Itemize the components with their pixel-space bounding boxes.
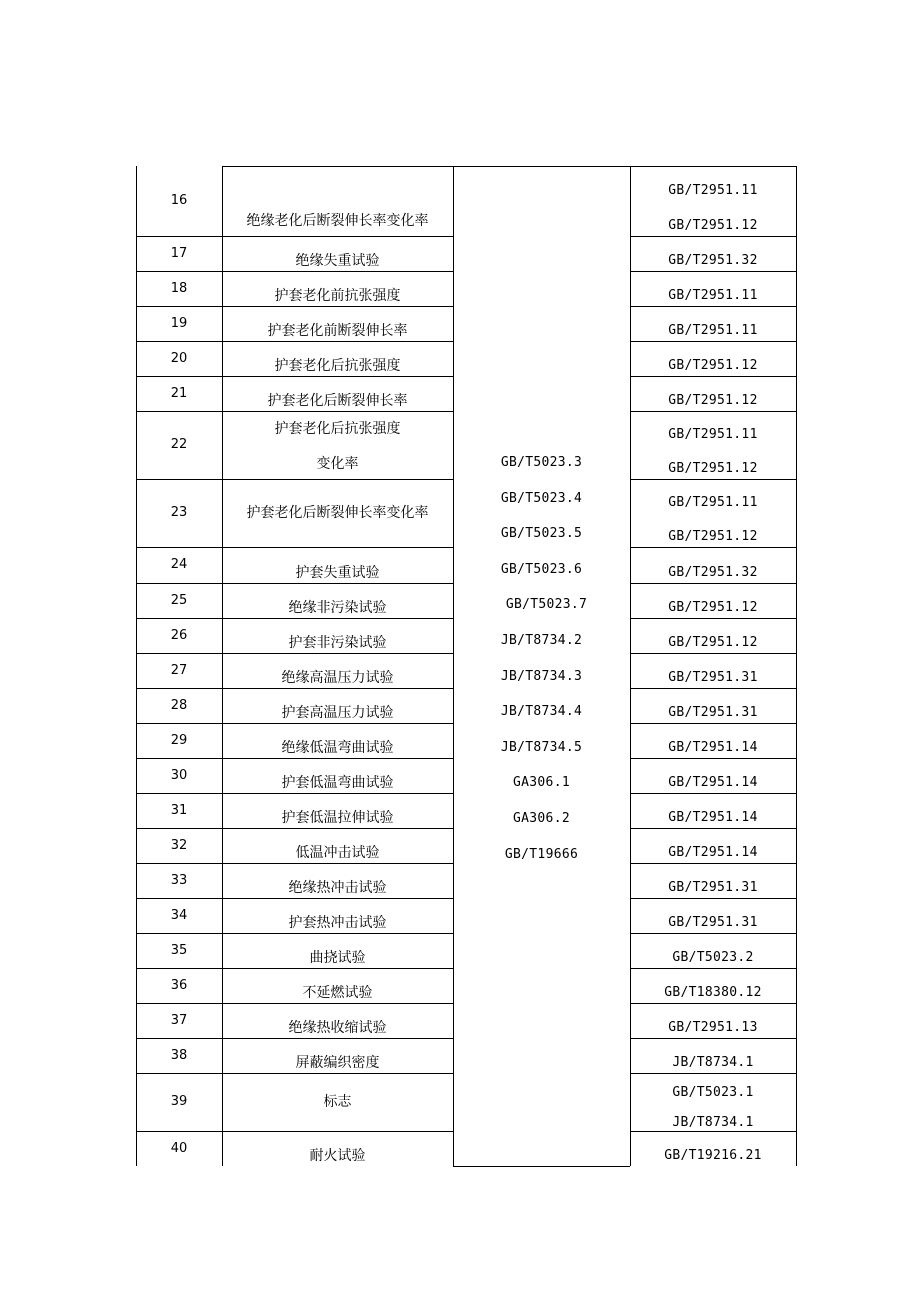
table-row-rule: [630, 1038, 796, 1039]
test-method-standard: GB/T2951.31: [668, 705, 758, 721]
table-row-rule: [136, 618, 222, 619]
table-row-rule: [630, 898, 796, 899]
test-method-standard: GB/T2951.11: [668, 426, 758, 442]
product-standard: JB/T8734.4: [500, 704, 583, 720]
table-row-rule: [136, 723, 222, 724]
row-number: 33: [170, 872, 188, 888]
row-number: 17: [170, 245, 188, 261]
test-method-standard: GB/T2951.11: [668, 182, 758, 198]
row-number: 30: [170, 767, 188, 783]
test-method-standard: GB/T2951.11: [668, 494, 758, 510]
table-row-rule: [222, 688, 453, 689]
table-row-rule: [136, 236, 222, 237]
row-number: 26: [170, 627, 188, 643]
product-standard: GB/T5023.7: [505, 597, 588, 613]
row-number: 18: [170, 280, 188, 296]
test-method-standard: GB/T2951.31: [668, 880, 758, 896]
test-method-standard: JB/T8734.1: [672, 1114, 754, 1130]
test-method-standard: GB/T2951.12: [668, 635, 758, 651]
test-item-name: 护套老化后断裂伸长率: [267, 393, 408, 410]
test-method-standard: GB/T2951.11: [668, 323, 758, 339]
test-method-standard: GB/T18380.12: [664, 985, 762, 1001]
table-row-rule: [222, 271, 453, 272]
table-row-rule: [136, 933, 222, 934]
test-item-name: 护套老化前抗张强度: [274, 288, 401, 305]
table-row-rule: [630, 411, 796, 412]
test-method-standard: GB/T2951.32: [668, 253, 758, 269]
test-method-standard: GB/T2951.31: [668, 670, 758, 686]
test-item-name: 变化率: [316, 456, 359, 473]
table-row-rule: [136, 863, 222, 864]
table-row-rule: [222, 618, 453, 619]
row-number: 40: [170, 1140, 188, 1156]
row-number: 39: [170, 1094, 188, 1109]
table-row-rule: [222, 898, 453, 899]
test-method-standard: GB/T2951.12: [668, 529, 758, 545]
table-row-rule: [222, 547, 453, 548]
table-row-rule: [222, 236, 453, 237]
test-item-name: 绝缘非污染试验: [288, 600, 387, 617]
table-bottom-rule: [453, 1166, 630, 1167]
test-standards-table: [136, 166, 796, 1166]
test-method-standard: GB/T2951.13: [668, 1020, 758, 1036]
test-method-standard: GB/T2951.14: [668, 845, 758, 861]
test-item-name: 绝缘低温弯曲试验: [281, 740, 394, 757]
test-method-standard: GB/T5023.1: [672, 1085, 754, 1101]
table-row-rule: [630, 271, 796, 272]
table-row-rule: [630, 341, 796, 342]
table-row-rule: [630, 688, 796, 689]
table-vertical-rule: [630, 166, 631, 1166]
product-standard: GB/T19666: [504, 846, 579, 862]
row-number: 35: [170, 942, 188, 958]
table-vertical-rule: [222, 166, 223, 1166]
test-item-name: 绝缘热收缩试验: [288, 1020, 387, 1037]
row-number: 23: [170, 505, 188, 520]
product-standard: GB/T5023.6: [500, 561, 583, 577]
product-standard: JB/T8734.5: [500, 739, 583, 755]
row-number: 25: [170, 592, 188, 608]
table-row-rule: [630, 1131, 796, 1132]
row-number: 20: [170, 350, 188, 366]
table-row-rule: [630, 793, 796, 794]
test-method-standard: GB/T2951.12: [668, 393, 758, 409]
table-top-rule: [222, 166, 796, 167]
test-method-standard: GB/T2951.12: [668, 461, 758, 477]
product-standard: JB/T8734.3: [500, 668, 583, 684]
table-row-rule: [136, 479, 222, 480]
table-row-rule: [136, 1131, 222, 1132]
table-row-rule: [630, 1003, 796, 1004]
test-method-standard: GB/T2951.32: [668, 564, 758, 580]
product-standard: GA306.2: [513, 811, 570, 826]
table-row-rule: [630, 723, 796, 724]
test-item-name: 不延燃试验: [302, 985, 373, 1002]
table-vertical-rule: [136, 166, 137, 1166]
table-row-rule: [222, 1003, 453, 1004]
test-item-name: 屏蔽编织密度: [295, 1055, 380, 1072]
row-number: 19: [170, 315, 188, 331]
test-method-standard: GB/T2951.12: [668, 600, 758, 616]
table-row-rule: [222, 653, 453, 654]
table-row-rule: [136, 376, 222, 377]
table-row-rule: [136, 968, 222, 969]
product-standard: GA306.1: [513, 775, 570, 791]
test-method-standard: GB/T2951.14: [668, 740, 758, 756]
table-vertical-rule: [453, 166, 454, 1166]
table-row-rule: [136, 828, 222, 829]
table-row-rule: [136, 793, 222, 794]
table-row-rule: [222, 933, 453, 934]
test-item-name: 绝缘热冲击试验: [288, 880, 387, 897]
product-standard: GB/T5023.3: [500, 455, 583, 470]
table-row-rule: [630, 618, 796, 619]
row-number: 36: [170, 977, 188, 993]
test-item-name: 护套失重试验: [295, 564, 380, 581]
table-row-rule: [222, 863, 453, 864]
test-method-standard: JB/T8734.1: [672, 1055, 754, 1071]
table-row-rule: [630, 479, 796, 480]
row-number: 28: [170, 697, 188, 713]
table-row-rule: [136, 547, 222, 548]
table-row-rule: [136, 898, 222, 899]
test-item-name: 低温冲击试验: [295, 845, 380, 862]
test-item-name: 标志: [323, 1094, 352, 1110]
row-number: 37: [170, 1012, 188, 1028]
table-row-rule: [222, 1073, 453, 1074]
test-item-name: 护套低温拉伸试验: [281, 810, 394, 827]
test-item-name: 绝缘老化后断裂伸长率变化率: [246, 212, 429, 229]
test-item-name: 护套老化后抗张强度: [274, 420, 401, 437]
table-row-rule: [222, 306, 453, 307]
table-row-rule: [136, 411, 222, 412]
test-item-name: 护套老化后抗张强度: [274, 358, 401, 375]
table-row-rule: [222, 1038, 453, 1039]
table-row-rule: [136, 271, 222, 272]
table-row-rule: [136, 688, 222, 689]
table-vertical-rule: [796, 166, 797, 1166]
table-row-rule: [136, 1038, 222, 1039]
test-item-name: 曲挠试验: [309, 950, 366, 967]
row-number: 34: [170, 907, 188, 923]
table-row-rule: [136, 1003, 222, 1004]
table-row-rule: [630, 653, 796, 654]
table-row-rule: [222, 411, 453, 412]
product-standard: GB/T5023.4: [500, 490, 583, 506]
test-item-name: 护套老化后断裂伸长率变化率: [246, 505, 429, 521]
table-row-rule: [222, 1131, 453, 1132]
test-item-name: 护套非污染试验: [288, 635, 387, 652]
table-row-rule: [222, 723, 453, 724]
row-number: 16: [170, 193, 188, 208]
table-row-rule: [630, 583, 796, 584]
table-row-rule: [136, 653, 222, 654]
table-row-rule: [630, 306, 796, 307]
table-row-rule: [630, 236, 796, 237]
test-method-standard: GB/T2951.14: [668, 810, 758, 826]
table-row-rule: [136, 758, 222, 759]
row-number: 31: [170, 802, 188, 818]
test-method-standard: GB/T2951.12: [668, 358, 758, 374]
product-standard: JB/T8734.2: [500, 633, 583, 648]
table-row-rule: [222, 583, 453, 584]
test-item-name: 护套热冲击试验: [288, 915, 387, 932]
row-number: 29: [170, 732, 188, 748]
test-method-standard: GB/T19216.21: [664, 1148, 762, 1164]
table-row-rule: [630, 376, 796, 377]
table-row-rule: [630, 933, 796, 934]
test-item-name: 耐火试验: [309, 1148, 366, 1165]
test-method-standard: GB/T2951.31: [668, 915, 758, 931]
row-number: 27: [170, 662, 188, 678]
table-row-rule: [630, 758, 796, 759]
table-row-rule: [222, 479, 453, 480]
table-row-rule: [630, 968, 796, 969]
table-row-rule: [136, 583, 222, 584]
row-number: 22: [170, 437, 188, 452]
table-row-rule: [136, 341, 222, 342]
test-method-standard: GB/T5023.2: [672, 950, 754, 966]
table-row-rule: [630, 1073, 796, 1074]
table-row-rule: [222, 968, 453, 969]
test-item-name: 护套低温弯曲试验: [281, 775, 394, 792]
product-standard: GB/T5023.5: [500, 526, 583, 542]
test-item-name: 绝缘高温压力试验: [281, 670, 394, 687]
test-method-standard: GB/T2951.11: [668, 288, 758, 304]
table-row-rule: [630, 828, 796, 829]
test-method-standard: GB/T2951.14: [668, 775, 758, 791]
test-item-name: 绝缘失重试验: [295, 253, 380, 270]
row-number: 21: [170, 385, 188, 401]
test-item-name: 护套老化前断裂伸长率: [267, 323, 408, 340]
table-row-rule: [630, 547, 796, 548]
table-row-rule: [222, 376, 453, 377]
table-row-rule: [222, 758, 453, 759]
table-row-rule: [222, 793, 453, 794]
table-row-rule: [222, 828, 453, 829]
table-row-rule: [136, 306, 222, 307]
test-item-name: 护套高温压力试验: [281, 705, 394, 722]
test-method-standard: GB/T2951.12: [668, 218, 758, 234]
table-row-rule: [136, 1073, 222, 1074]
row-number: 32: [170, 837, 188, 853]
row-number: 38: [170, 1047, 188, 1063]
row-number: 24: [170, 557, 188, 572]
table-row-rule: [630, 863, 796, 864]
table-row-rule: [222, 341, 453, 342]
